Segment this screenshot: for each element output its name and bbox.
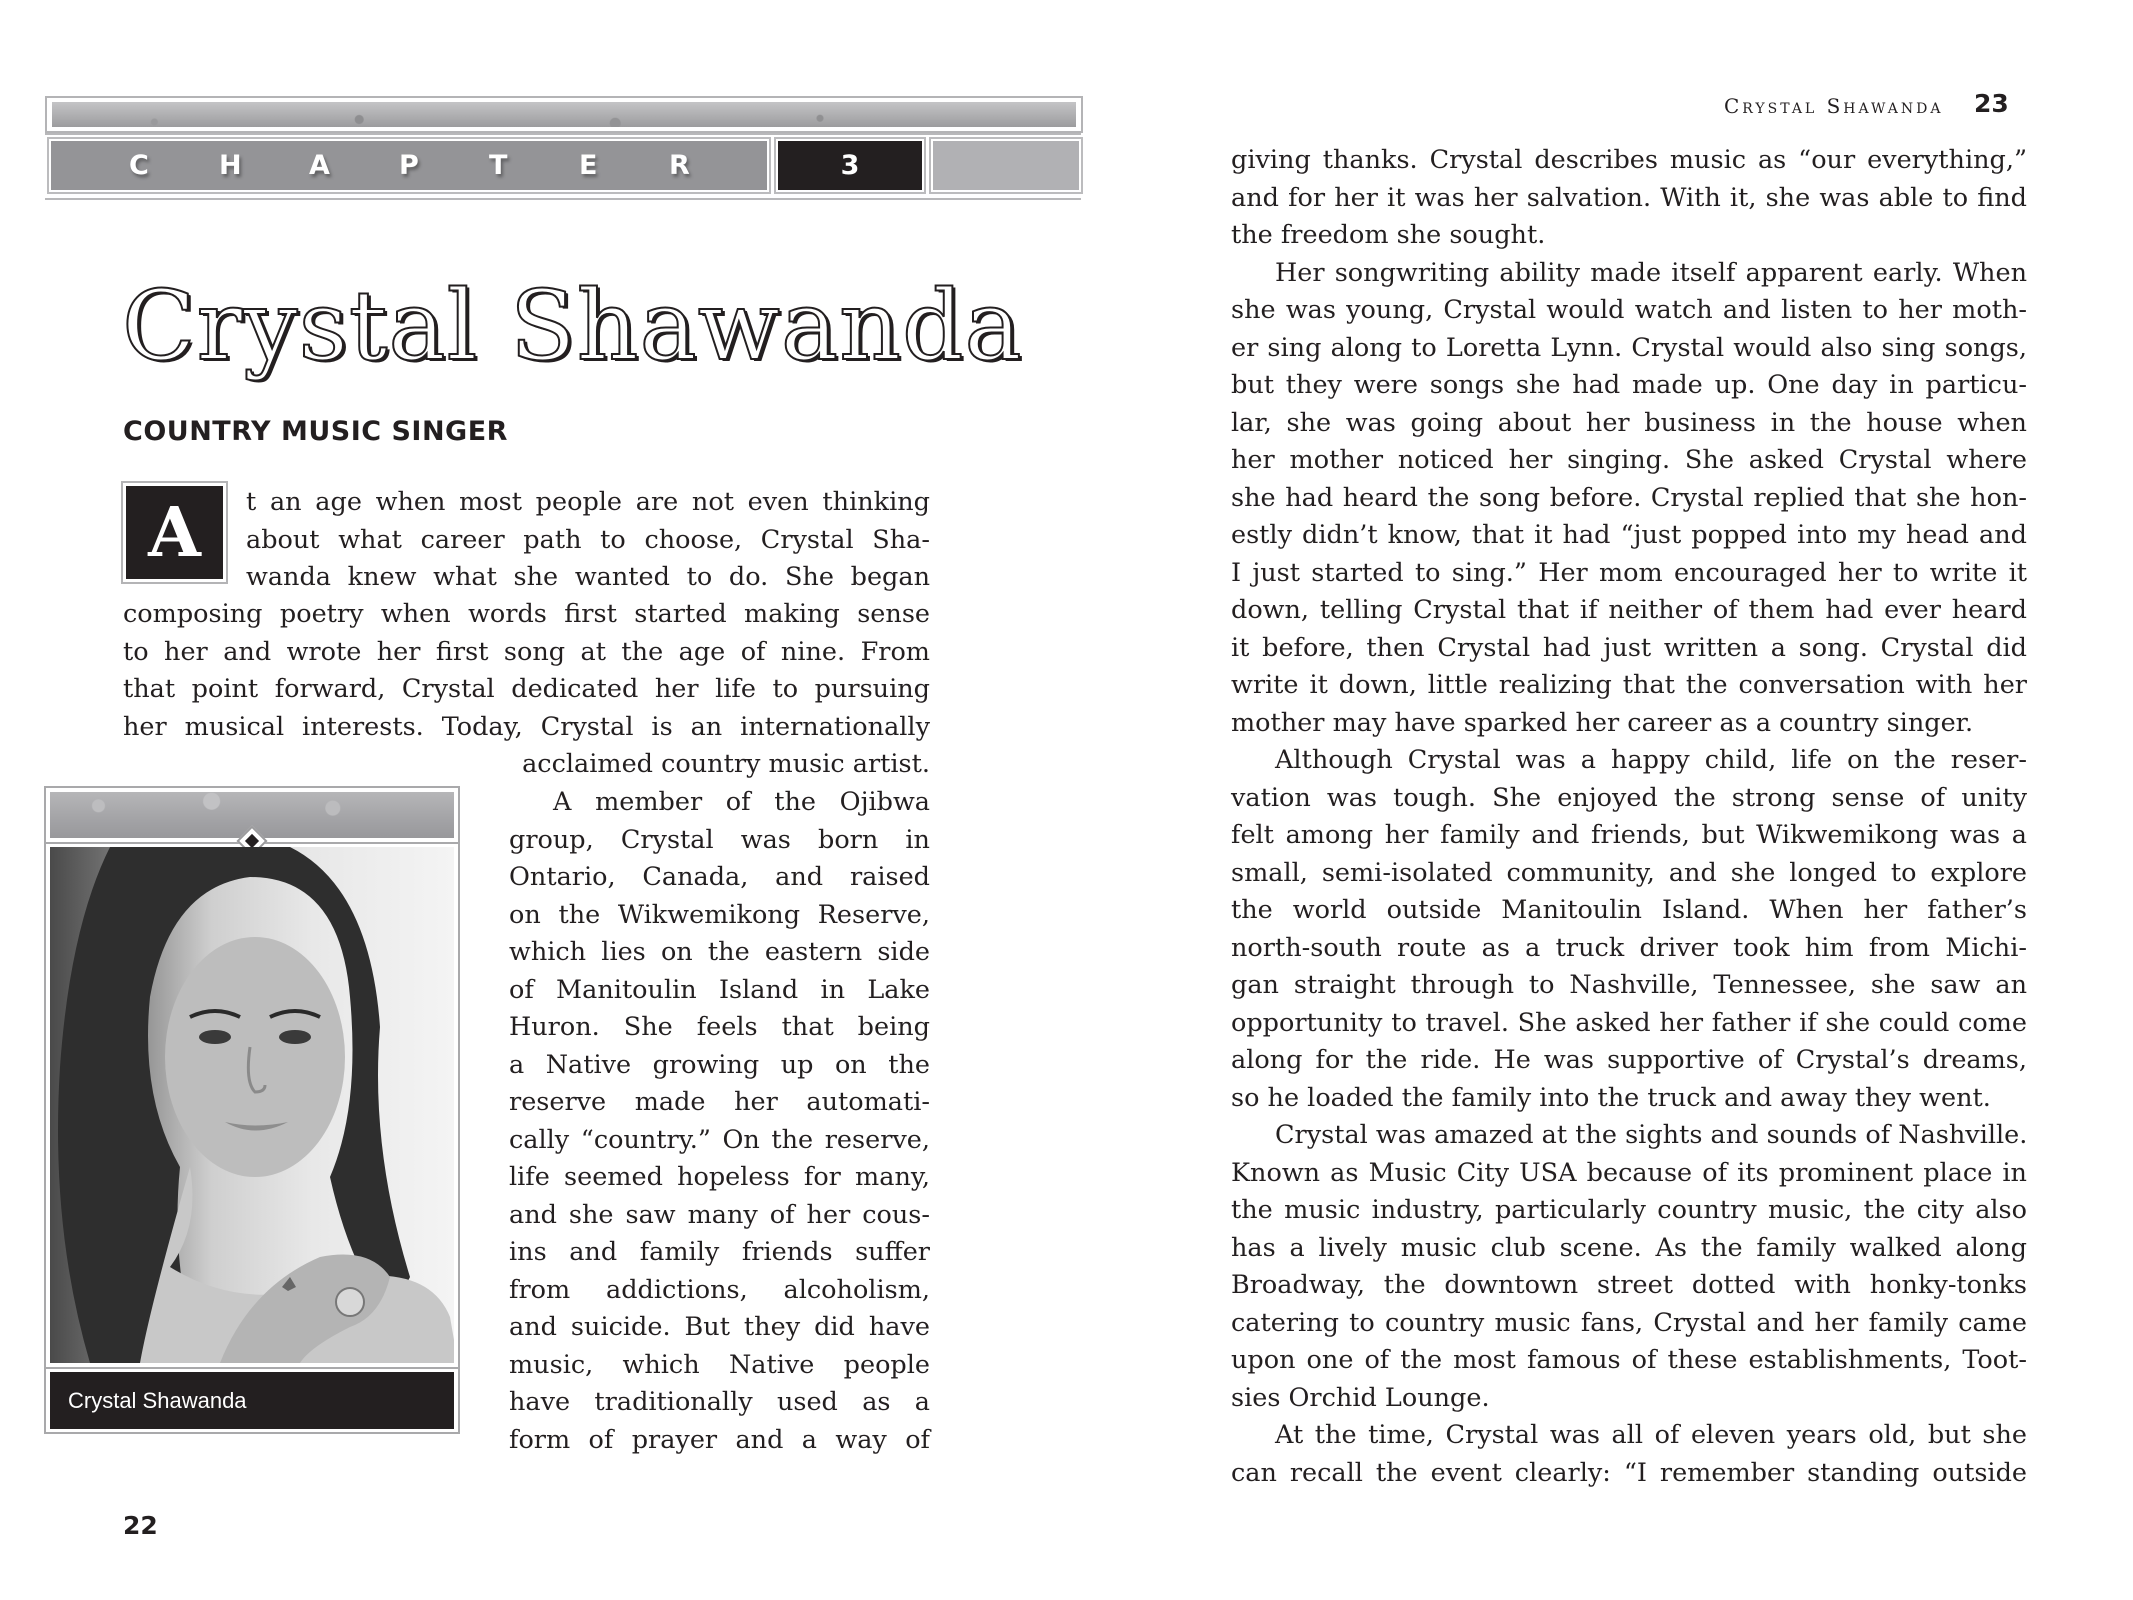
text-line: of Manitoulin Island in Lake [509,974,930,1005]
text-line: catering to country music fans, Crystal and her family came [1231,1307,2027,1338]
chapter-label-box [49,139,769,192]
chapter-letter: P [399,150,419,181]
text-line: opportunity to travel. She asked her father if she could come [1231,1007,2027,1038]
text-line: wanda knew what she wanted to do. She began [246,562,930,592]
text-line: sies Orchid Lounge. [1231,1382,1490,1413]
text-line: lar, she was going about her business in the house when [1231,407,2027,438]
chapter-subtitle: COUNTRY MUSIC SINGER [123,416,508,447]
text-line: Broadway, the downtown street dotted with honky-tonks [1231,1270,2027,1300]
text-line: small, semi-isolated community, and she longed to explore [1231,857,2027,888]
drop-cap [121,481,228,584]
page-number-left: 22 [123,1511,158,1540]
text-line: it before, then Crystal had just written a song. Crystal did [1231,632,2027,663]
text-line: has a lively music club scene. As the family walked along [1231,1232,2027,1263]
chapter-title: Crystal Shawanda [122,270,1023,382]
text-line: about what career path to choose, Crystal Sha- [246,524,930,555]
text-line: felt among her family and friends, but Wikwemikong was a [1231,820,2027,850]
text-line: and suicide. But they did have [509,1312,930,1342]
chapter-letter: R [669,150,690,181]
text-line: she had heard the song before. Crystal replied that she hon- [1231,482,2027,513]
text-line: but they were songs she had made up. One day in particu- [1231,370,2027,400]
text-line: form of prayer and a way of [509,1424,930,1455]
text-line: the music industry, particularly country music, the city also [1231,1195,2027,1225]
text-line: gan straight through to Nashville, Tennessee, she saw an [1231,970,2027,1000]
text-line: and for her it was her salvation. With it, she was able to find [1231,182,2027,213]
divider [46,1367,458,1369]
portrait-illustration [50,847,454,1363]
text-line: to her and wrote her first song at the age of nine. From [123,636,930,667]
text-line: ins and family friends suffer [509,1237,930,1267]
photo-sidebar [44,786,460,1434]
chapter-letter: E [579,150,598,181]
text-line: a Native growing up on the [509,1049,930,1080]
text-line: and she saw many of her cous- [509,1199,930,1230]
text-line: north-south route as a truck driver took him from Michi- [1231,932,2027,963]
text-line: on the Wikwemikong Reserve, [509,899,930,930]
text-line: Her songwriting ability made itself apparent early. When [1275,257,2027,288]
page-number-right: 23 [1974,89,2009,118]
text-line: have traditionally used as a [509,1387,930,1417]
photo-caption: Crystal Shawanda [50,1372,454,1429]
intro-paragraph-beside-cap [246,484,930,597]
running-head: Crystal Shawanda [1724,94,1944,118]
text-line: I just started to sing.” Her mom encouraged her to write it [1231,557,2027,588]
portrait-photo [50,847,454,1363]
drop-cap-letter: A [126,486,223,579]
intro-paragraph-full [123,596,930,784]
sidebar-wrapped-paragraph [509,784,930,1459]
text-line: the freedom she sought. [1231,220,1546,250]
text-line: down, telling Crystal that if neither of them had ever heard [1231,595,2027,625]
right-page-body [1231,142,2027,1492]
text-line: upon one of the most famous of these establishments, Toot- [1231,1345,2027,1375]
chapter-banner [45,96,1081,198]
text-line: Although Crystal was a happy child, life on the reser- [1275,745,2027,775]
text-line: music, which Native people [509,1349,930,1380]
banner-texture-strip [45,96,1083,133]
text-line: mother may have sparked her career as a country singer. [1231,707,1974,738]
text-line: cally “country.” On the reserve, [509,1124,930,1155]
chapter-letter: C [129,150,149,181]
text-line: Huron. She feels that being [509,1012,930,1042]
text-line: along for the ride. He was supportive of Crystal’s dreams, [1231,1045,2027,1075]
text-line: that point forward, Crystal dedicated her life to pursuing [123,674,930,704]
chapter-letter: T [489,150,508,181]
banner-end-block [931,139,1081,192]
text-line: er sing along to Loretta Lynn. Crystal would also sing songs, [1231,332,2027,363]
text-line: the world outside Manitoulin Island. When her father’s [1231,895,2027,925]
text-line: Known as Music City USA because of its prominent place in [1231,1157,2027,1188]
text-line: composing poetry when words first started making sense [123,599,930,629]
text-line: giving thanks. Crystal describes music as “our everything,” [1231,145,2027,175]
text-line: t an age when most people are not even thinking [246,487,930,517]
grunge-texture [52,102,1076,127]
text-line: acclaimed country music artist. [522,749,930,779]
text-line: At the time, Crystal was all of eleven years old, but she [1275,1420,2027,1450]
text-line: write it down, little realizing that the conversation with her [1231,670,2027,700]
chapter-letter: A [309,150,330,181]
text-line: her mother noticed her singing. She asked Crystal where [1231,445,2027,475]
chapter-row [45,133,1081,200]
text-line: she was young, Crystal would watch and listen to her moth- [1231,295,2027,325]
chapter-label [51,141,767,190]
text-line: from addictions, alcoholism, [509,1274,930,1305]
text-line: can recall the event clearly: “I remember standing outside [1231,1457,2027,1488]
text-line: her musical interests. Today, Crystal is an internationally [123,711,930,742]
text-line: estly didn’t know, that it had “just popped into my head and [1231,520,2027,550]
chapter-letter: H [219,150,242,181]
text-line: Crystal was amazed at the sights and sounds of Nashville. [1275,1120,2028,1150]
text-line: life seemed hopeless for many, [509,1162,930,1192]
chapter-number: 3 [776,139,924,192]
text-line: so he loaded the family into the truck and away they went. [1231,1082,1991,1113]
text-line: which lies on the eastern side [509,937,930,967]
text-line: A member of the Ojibwa [553,787,930,817]
text-line: Ontario, Canada, and raised [509,862,930,892]
text-line: reserve made her automati- [509,1087,930,1117]
text-line: vation was tough. She enjoyed the strong sense of unity [1231,782,2027,813]
text-line: group, Crystal was born in [509,824,930,855]
